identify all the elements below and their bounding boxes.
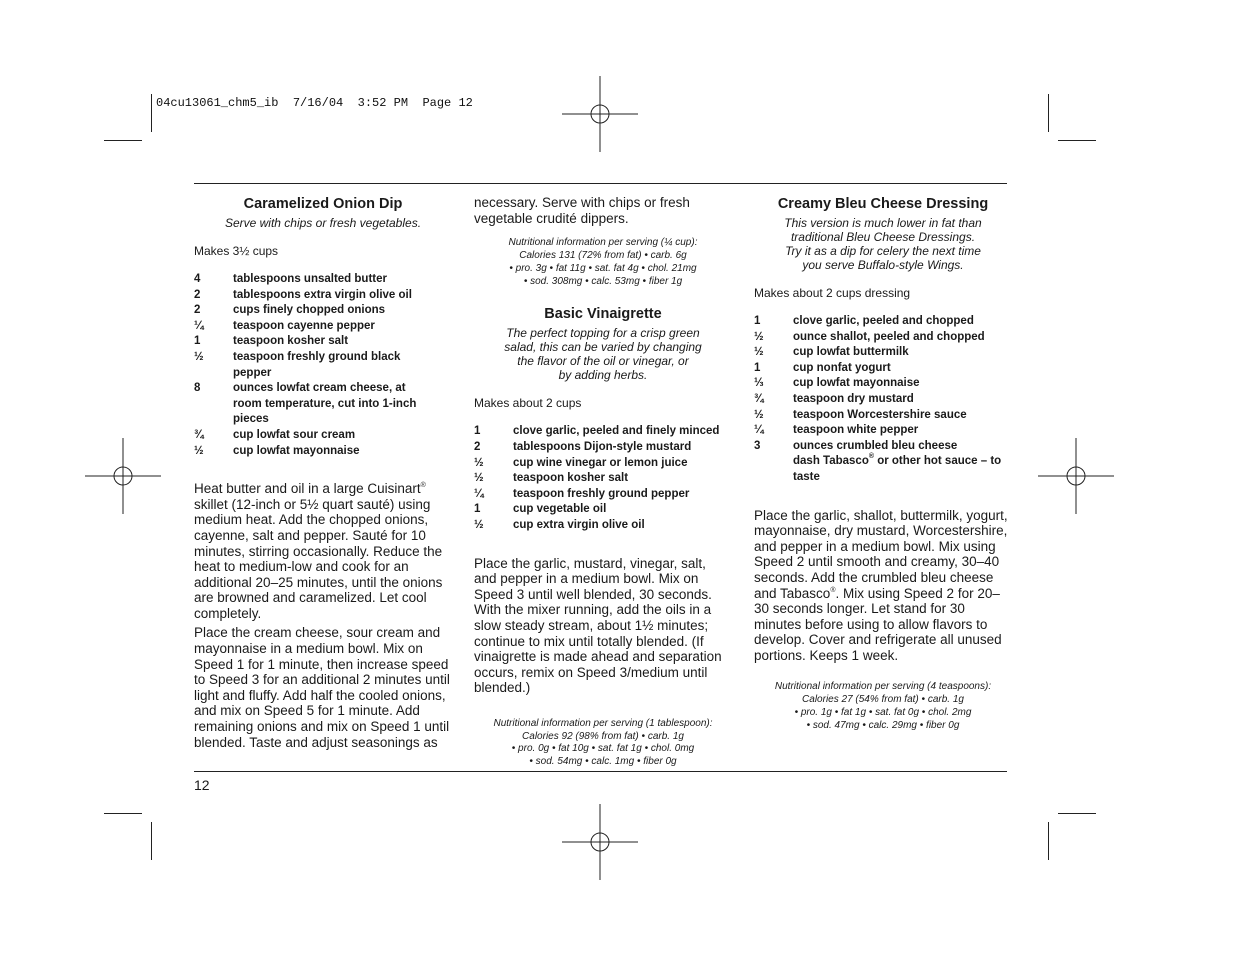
- printer-slug: 04cu13061_chm5_ib 7/16/04 3:52 PM Page 12: [156, 96, 473, 110]
- nutrition-info: Nutritional information per serving (1 tablespoon): Calories 92 (98% from fat) • carb. 1g • pro. 0g • fat 10g • sat. fat 1g • chol. 0mg • sod. 54mg • calc. 1mg • fiber 0g: [493, 717, 713, 768]
- ingredient: [194, 428, 452, 444]
- registration-mark-icon: [562, 76, 638, 152]
- ingredient: [754, 345, 1012, 361]
- ingredient: [474, 471, 732, 487]
- ingredient: [474, 487, 732, 503]
- recipe-yield: Makes about 2 cups dressing: [754, 286, 911, 300]
- recipe-caramelized-onion-dip: [194, 195, 452, 754]
- crop-mark: [1058, 813, 1096, 814]
- ingredient-qty: ½: [754, 408, 764, 421]
- ingredient-qty: ⅓: [754, 377, 764, 390]
- registered-mark: ®: [830, 586, 836, 594]
- ingredient-qty: ½: [194, 350, 204, 363]
- ingredient-text: or other hot sauce – to taste: [793, 455, 1002, 483]
- ingredient-item: cup lowfat mayonnaise: [793, 377, 920, 390]
- ingredient-qty: 2: [194, 304, 201, 317]
- ingredient-item: teaspoon freshly ground black pepper: [233, 350, 401, 379]
- ingredient-item: cup lowfat mayonnaise: [233, 444, 360, 457]
- registration-mark-icon: [562, 804, 638, 880]
- ingredient: [194, 319, 452, 335]
- instruction-text: Heat butter and oil in a large Cuisinart: [194, 481, 421, 497]
- ingredient-qty: ½: [194, 444, 204, 457]
- nutrition-info: Nutritional information per serving (¼ cup): Calories 131 (72% from fat) • carb. 6g • pro. 3g • fat 11g • sat. fat 4g • chol. 21mg • sod. 308mg • calc. 53mg • fiber 1g: [508, 237, 698, 287]
- instruction-paragraph: Place the cream cheese, sour cream and mayonnaise in a medium bowl. Mix on Speed 1 for 1 minute, then increase speed to Speed 3 for an additional 2 minutes until light and fluffy. Add half the cooled onions, and mix on Speed 5 for 1 minute. Add remaining onions and mix on Speed 1 until blended. Taste and adjust seasonings as: [194, 625, 450, 750]
- ingredient: [474, 424, 732, 440]
- recipe-creamy-bleu-cheese-dressing: [754, 195, 1012, 733]
- registration-mark-icon: [85, 438, 161, 514]
- ingredient-qty: ¼: [754, 424, 764, 437]
- ingredient-qty: [754, 454, 793, 485]
- ingredient-qty: 1: [474, 425, 481, 438]
- ingredient: [194, 334, 452, 350]
- recipe-title: Basic Vinaigrette: [544, 306, 662, 323]
- crop-mark: [104, 813, 142, 814]
- recipe-title: Caramelized Onion Dip: [243, 196, 403, 212]
- ingredient-item: cup extra virgin olive oil: [513, 518, 645, 531]
- ingredient-qty: 3: [754, 439, 761, 452]
- ingredient-qty: 4: [194, 273, 201, 285]
- ingredient-item: cup vegetable oil: [513, 503, 607, 516]
- ingredient: [754, 361, 1012, 377]
- ingredient: [474, 518, 732, 534]
- ingredient-item: [793, 454, 1012, 485]
- ingredient-qty: 1: [754, 361, 761, 374]
- ingredient: [194, 350, 452, 381]
- ingredient-qty: ¾: [754, 392, 764, 405]
- ingredient-item: teaspoon kosher salt: [513, 472, 629, 485]
- ingredient: [474, 440, 732, 456]
- ingredient: [754, 454, 1012, 485]
- recipe-title: Creamy Bleu Cheese Dressing: [777, 196, 989, 212]
- ingredient-qty: ½: [474, 456, 484, 469]
- ingredient-qty: ½: [754, 330, 764, 343]
- ingredient: [754, 439, 1012, 455]
- crop-mark: [151, 94, 152, 132]
- crop-mark: [1048, 822, 1049, 860]
- ingredient-item: ounces crumbled bleu cheese: [793, 439, 958, 452]
- ingredient-qty: 2: [474, 440, 481, 453]
- recipe-yield: Makes about 2 cups: [474, 396, 582, 411]
- ingredient: [194, 272, 452, 288]
- ingredient-qty: 1: [194, 335, 201, 348]
- recipe-yield: Makes 3½ cups: [194, 244, 279, 258]
- ingredient-item: tablespoons extra virgin olive oil: [233, 288, 412, 301]
- top-rule: [194, 183, 1007, 184]
- ingredient-qty: ¼: [474, 487, 484, 500]
- ingredient-qty: 1: [474, 503, 481, 516]
- ingredient-item: ounces lowfat cream cheese, at room temperature, cut into 1-inch pieces: [233, 382, 417, 426]
- ingredient: [194, 303, 452, 319]
- ingredient: [754, 330, 1012, 346]
- ingredient-item: teaspoon white pepper: [793, 424, 919, 437]
- crop-mark: [1058, 140, 1096, 141]
- instruction-text: Place the garlic, shallot, buttermilk, yogurt, mayonnaise, dry mustard, Worcestershire, and pepper in a medium bowl. Mix using Speed 2 until smooth and creamy, 30–40 seconds. Add the crumbled bleu cheese and Tabasco: [754, 507, 1008, 601]
- instruction-text: . Mix using Speed 2 for 20–30 seconds longer. Let stand for 30 minutes before using to allow flavors to develop. Cover and refrigerate all unused portions. Keeps 1 week.: [754, 585, 1002, 663]
- ingredient-list: [474, 424, 732, 533]
- ingredient-item: teaspoon Worcestershire sauce: [793, 408, 967, 421]
- ingredient: [194, 444, 452, 460]
- instruction-paragraph: Place the garlic, mustard, vinegar, salt, and pepper in a medium bowl. Mix on Speed 3 until well blended, 30 seconds. With the mixer running, add the oils in a slow steady stream, about 1½ minutes; continue to mix until totally blended. (If vinaigrette is made ahead and separation occurs, remix on Speed 3/medium until blended.): [474, 555, 722, 696]
- page-number: 12: [194, 777, 210, 793]
- ingredient-qty: ¼: [194, 319, 204, 332]
- instruction-text: skillet (12-inch or 5½ quart sauté) using medium heat. Add the chopped onions, cayenne, salt and pepper. Sauté for 10 minutes, stirring occasionally. Reduce the heat to medium-low and cook for an additional 20–25 minutes, until the onions are browned and caramelized. Let cool completely.: [194, 496, 443, 621]
- ingredient: [754, 376, 1012, 392]
- recipe-intro: The perfect topping for a crisp green salad, this can be varied by changing the flavor of the oil or vinegar, or by adding herbs.: [504, 326, 702, 383]
- instruction-paragraph: [194, 481, 452, 621]
- ingredient: [474, 456, 732, 472]
- ingredient-item: teaspoon cayenne pepper: [233, 319, 375, 332]
- ingredient: [474, 502, 732, 518]
- recipe-basic-vinaigrette: [474, 195, 732, 769]
- ingredient-list: [194, 272, 452, 459]
- bottom-rule: [194, 771, 1007, 772]
- instruction-paragraph: [754, 508, 1012, 664]
- ingredient-item: clove garlic, peeled and chopped: [793, 315, 974, 327]
- ingredient-qty: 2: [194, 288, 201, 301]
- ingredient-item: ounce shallot, peeled and chopped: [793, 330, 985, 343]
- ingredient-qty: ¾: [194, 428, 204, 441]
- nutrition-info: Nutritional information per serving (4 teaspoons): Calories 27 (54% from fat) • carb. 1g • pro. 1g • fat 1g • sat. fat 0g • chol. 2mg • sod. 47mg • calc. 29mg • fiber 0g: [774, 681, 992, 731]
- ingredient-item: tablespoons unsalted butter: [233, 273, 387, 285]
- registered-mark: ®: [868, 453, 875, 461]
- ingredient: [754, 423, 1012, 439]
- ingredient-item: cup nonfat yogurt: [793, 361, 891, 374]
- ingredient-text: dash Tabasco: [793, 455, 869, 468]
- ingredient-qty: ½: [474, 518, 484, 531]
- ingredient: [754, 408, 1012, 424]
- ingredient: [754, 314, 1012, 330]
- registered-mark: ®: [420, 482, 426, 490]
- ingredient-qty: 1: [754, 315, 761, 327]
- recipe-intro: This version is much lower in fat than traditional Bleu Cheese Dressings. Try it as a dip for celery the next time you serve Buffalo-style Wings.: [784, 216, 982, 272]
- crop-mark: [104, 140, 142, 141]
- recipe-intro: Serve with chips or fresh vegetables.: [224, 216, 422, 230]
- ingredient-qty: ½: [474, 472, 484, 485]
- ingredient-item: teaspoon dry mustard: [793, 392, 914, 405]
- ingredient-item: cup wine vinegar or lemon juice: [513, 456, 688, 469]
- ingredient-qty: 8: [194, 382, 201, 395]
- crop-mark: [1048, 94, 1049, 132]
- ingredient: [754, 392, 1012, 408]
- ingredient-item: tablespoons Dijon-style mustard: [513, 440, 692, 453]
- ingredient-item: clove garlic, peeled and finely minced: [513, 425, 720, 438]
- ingredient: [194, 381, 452, 428]
- ingredient-item: cups finely chopped onions: [233, 304, 386, 317]
- ingredient-item: teaspoon kosher salt: [233, 335, 349, 348]
- continuation-text: necessary. Serve with chips or fresh vegetable crudité dippers.: [474, 195, 690, 226]
- ingredient-item: cup lowfat sour cream: [233, 428, 356, 441]
- ingredient-item: teaspoon freshly ground pepper: [513, 487, 690, 500]
- crop-mark: [151, 822, 152, 860]
- ingredient-list: [754, 314, 1012, 486]
- ingredient: [194, 288, 452, 304]
- registration-mark-icon: [1038, 438, 1114, 514]
- ingredient-item: cup lowfat buttermilk: [793, 346, 909, 359]
- ingredient-qty: ½: [754, 346, 764, 359]
